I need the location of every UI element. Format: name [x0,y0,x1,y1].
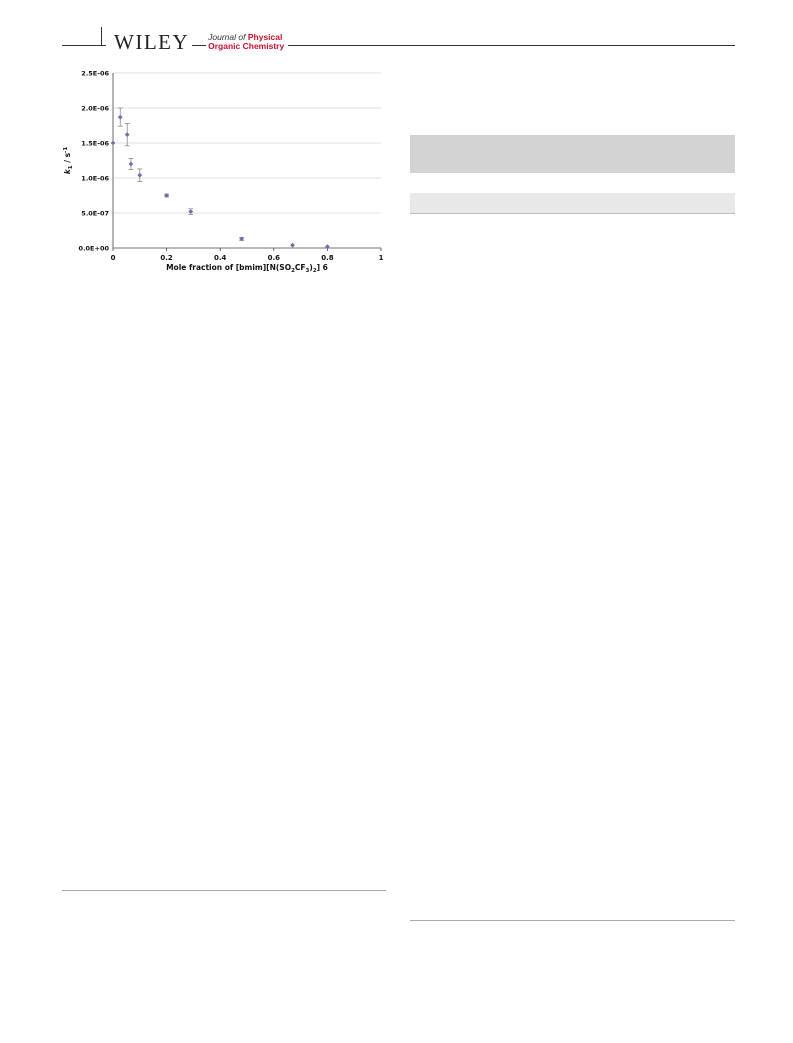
data-point [125,132,130,137]
y-tick-label: 2.5E-06 [81,69,109,78]
chart-gridlines [113,73,381,213]
y-tick-label: 5.0E-07 [81,209,109,218]
footnote-rule-left [62,890,386,891]
x-tick-label: 0 [110,254,116,262]
data-point [129,162,134,167]
data-point [137,173,142,178]
error-bars [118,108,244,240]
data-points [111,115,330,249]
y-tick-label: 2.0E-06 [81,104,109,113]
footnote-rule-right [410,920,735,921]
journal-prefix: Journal of [208,32,246,42]
x-tick-label: 0.4 [213,254,227,262]
y-tick-label: 0.0E+00 [78,244,109,253]
x-tick-label: 0.6 [267,254,281,262]
y-tick-label: 1.0E-06 [81,174,109,183]
journal-highlight: Physical [247,32,283,42]
journal-line2: Organic Chemistry [208,41,285,51]
y-tick-label: 1.5E-06 [81,139,109,148]
table-header-band [410,135,735,173]
chart-axes [113,73,381,251]
publisher-logo: WILEY [114,30,190,54]
x-tick-label: 0.2 [160,254,173,262]
table-row-band [410,193,735,214]
x-tick-label: 1 [378,254,384,262]
y-tick-labels [79,69,110,252]
x-tick-labels [111,254,384,262]
data-point [118,115,123,120]
x-tick-label: 0.8 [321,254,334,262]
data-point [290,243,295,248]
x-axis-label: Mole fraction of $[bmim][N(SO_2CF_3)_2]$ 6 [166,263,328,274]
data-point [111,141,116,146]
y-axis-label: $k_1 / s^{-1}$ [63,146,74,175]
